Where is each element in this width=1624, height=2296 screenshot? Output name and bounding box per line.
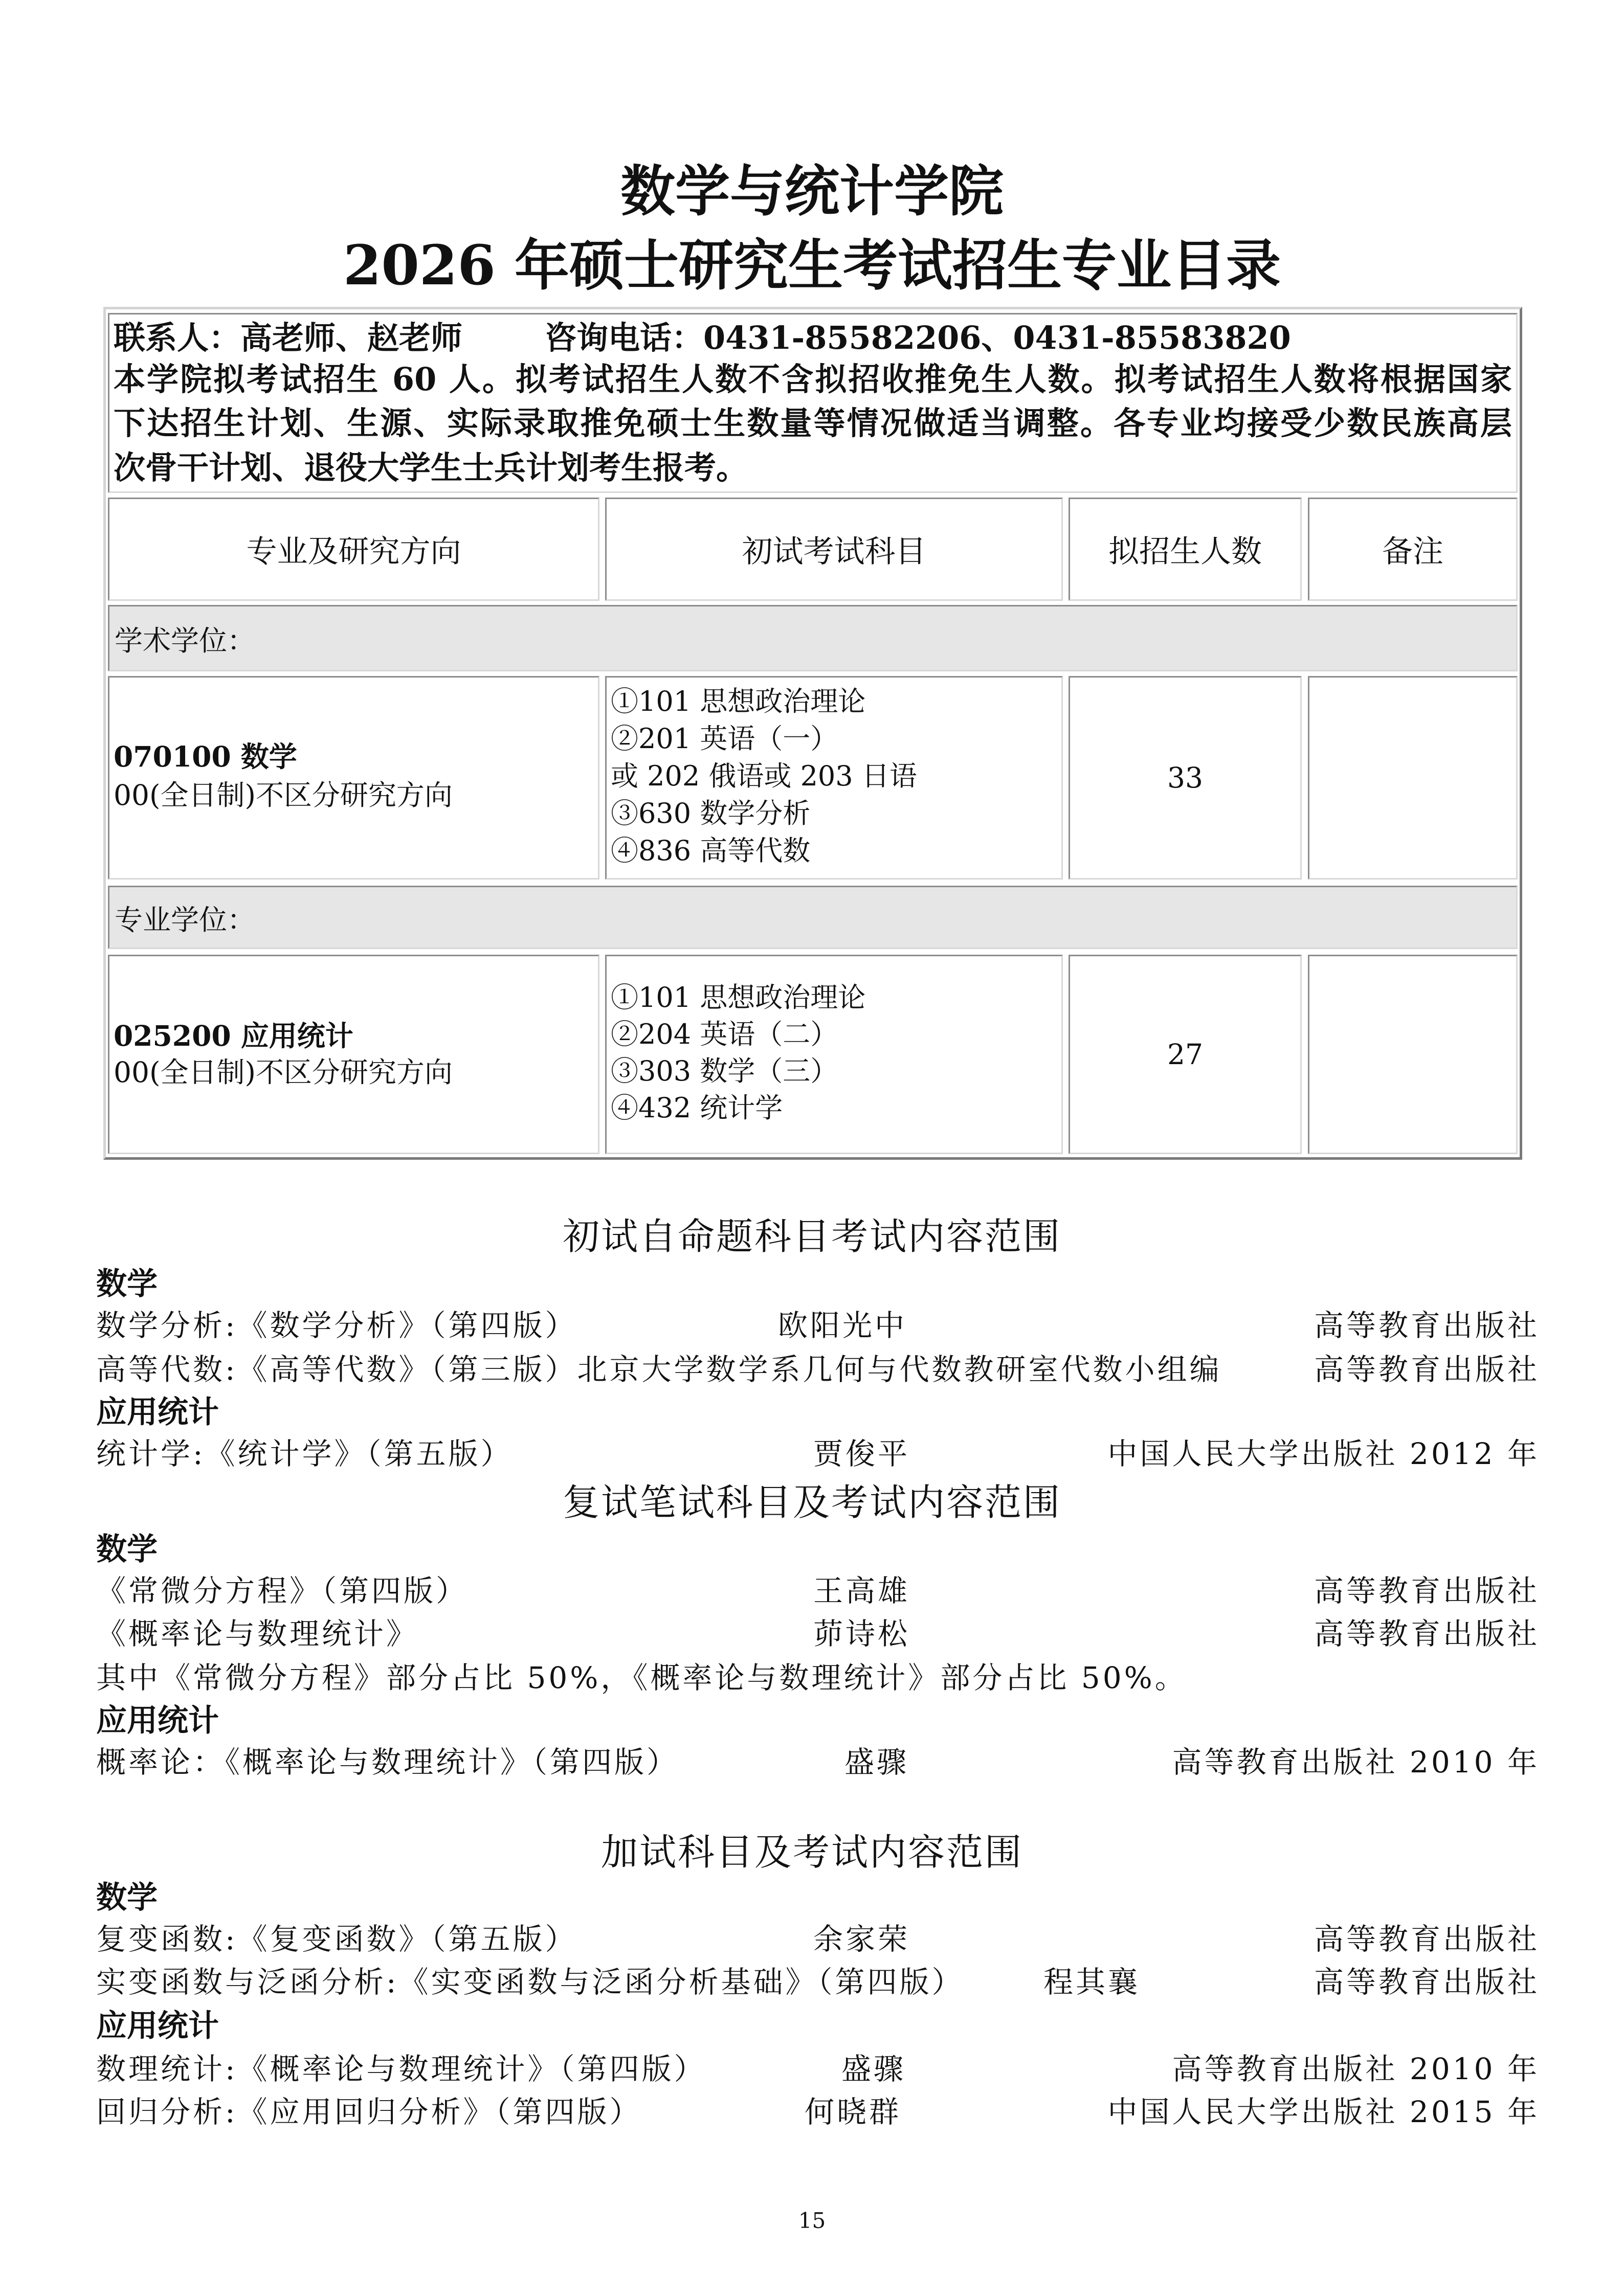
header-quota: 拟招生人数: [1069, 498, 1302, 601]
book-title: 数学分析:《数学分析》（第四版）: [96, 1308, 577, 1343]
reference-row: [96, 1308, 1540, 1343]
book-title: 高等代数:《高等代数》（第三版）: [96, 1352, 577, 1387]
subsection-heading: 应用统计: [96, 1394, 219, 1430]
book-author: 王高雄: [813, 1573, 910, 1608]
subsection-heading: 应用统计: [96, 1703, 219, 1739]
book-author: 何晓群: [805, 2095, 902, 2129]
book-title: 复变函数:《复变函数》（第五版）: [96, 1922, 577, 1956]
book-title: 回归分析:《应用回归分析》（第四版）: [96, 2095, 642, 2129]
book-title: 数理统计:《概率论与数理统计》（第四版）: [96, 2052, 706, 2086]
book-title: 概率论：《概率论与数理统计》（第四版）: [96, 1745, 679, 1780]
book-publisher: 高等教育出版社 2010 年: [1172, 1745, 1540, 1780]
subject-item: ③630 数学分析: [611, 797, 811, 829]
book-author: 盛骤: [841, 2052, 906, 2086]
reference-row: [96, 1573, 1540, 1609]
reference-row: [96, 1352, 1540, 1387]
group-label-professional: 专业学位：: [108, 886, 1518, 949]
book-publisher: 高等教育出版社: [1314, 1352, 1540, 1387]
note-text: 其中《常微分方程》部分占比 50%，《概率论与数理统计》部分占比 50%。: [96, 1660, 1187, 1695]
remark-cell: [1308, 676, 1518, 880]
book-author: 程其襄: [1043, 1965, 1141, 1999]
description-line: 本学院拟考试招生 60 人。拟考试招生人数不含拟招收推免生人数。拟考试招生人数将根据国家: [114, 361, 1512, 398]
book-title: 《常微分方程》（第四版）: [96, 1573, 469, 1608]
book-author: 贾俊平: [813, 1436, 910, 1471]
reference-row: [96, 1436, 1540, 1472]
header-remark: 备注: [1308, 498, 1518, 601]
book-author: 欧阳光中: [778, 1308, 907, 1343]
quota-value: 27: [1069, 955, 1302, 1154]
book-author: 余家荣: [813, 1922, 910, 1956]
subsection-heading: 数学: [96, 1880, 158, 1916]
major-direction: 00(全日制)不区分研究方向: [114, 779, 453, 812]
section-heading: 加试科目及考试内容范围: [600, 1831, 1023, 1874]
major-code-name: 025200 应用统计: [114, 1019, 353, 1052]
group-label-academic: 学术学位：: [108, 605, 1518, 671]
subject-item: ①101 思想政治理论: [611, 685, 866, 717]
subsection-heading: 应用统计: [96, 2008, 219, 2044]
weight-note: [96, 1660, 1540, 1696]
book-publisher: 中国人民大学出版社 2012 年: [1107, 1436, 1540, 1471]
book-author: 茆诗松: [813, 1616, 910, 1651]
remark-cell: [1308, 955, 1518, 1154]
book-publisher: 高等教育出版社: [1314, 1573, 1540, 1608]
subject-item: 或 202 俄语或 203 日语: [611, 760, 917, 792]
book-publisher: 高等教育出版社: [1314, 1965, 1540, 1999]
section-heading: 复试笔试科目及考试内容范围: [562, 1481, 1061, 1524]
table-row-subjects: [605, 676, 1063, 880]
header-subjects: 初试考试科目: [605, 498, 1063, 601]
book-publisher: 高等教育出版社: [1314, 1308, 1540, 1343]
page-title: 数学与统计学院: [620, 160, 1004, 223]
contact-cell: [108, 313, 1518, 493]
major-code-name: 070100 数学: [114, 740, 297, 773]
book-author: 北京大学数学系几何与代数教研室代数小组编: [577, 1352, 1222, 1387]
reference-row: [96, 2051, 1540, 2087]
major-direction: 00(全日制)不区分研究方向: [114, 1056, 453, 1089]
contact-phone: 咨询电话：0431-85582206、0431-85583820: [545, 319, 1291, 356]
page-subtitle: 2026 年硕士研究生考试招生专业目录: [343, 234, 1281, 298]
subject-item: ①101 思想政治理论: [611, 981, 866, 1014]
table-row-subjects: [605, 955, 1063, 1154]
reference-row: [96, 2094, 1540, 2130]
reference-row: [96, 1921, 1540, 1957]
book-publisher: 高等教育出版社 2010 年: [1172, 2052, 1540, 2086]
page-number: 15: [798, 2208, 826, 2233]
reference-row: [96, 1964, 1540, 2000]
book-author: 盛骤: [844, 1745, 909, 1780]
table-row-major: [108, 676, 599, 880]
subsection-heading: 数学: [96, 1532, 158, 1567]
subject-item: ④836 高等代数: [611, 835, 811, 867]
subsection-heading: 数学: [96, 1266, 158, 1302]
reference-row: [96, 1744, 1540, 1780]
quota-value: 33: [1069, 676, 1302, 880]
subject-item: ②204 英语（二）: [611, 1018, 838, 1050]
book-publisher: 高等教育出版社: [1314, 1922, 1540, 1956]
reference-row: [96, 1616, 1540, 1652]
table-row-major: [108, 955, 599, 1154]
book-title: 统计学:《统计学》（第五版）: [96, 1436, 513, 1471]
subject-item: ④432 统计学: [611, 1092, 783, 1124]
book-title: 实变函数与泛函分析:《实变函数与泛函分析基础》（第四版）: [96, 1965, 964, 1999]
section-heading: 初试自命题科目考试内容范围: [562, 1215, 1061, 1258]
header-major: 专业及研究方向: [108, 498, 599, 601]
contact-person: 联系人：高老师、赵老师: [114, 319, 463, 356]
book-publisher: 高等教育出版社: [1314, 1616, 1540, 1651]
description-line: 下达招生计划、生源、实际录取推免硕士生数量等情况做适当调整。各专业均接受少数民族高层: [114, 404, 1512, 442]
book-title: 《概率论与数理统计》: [96, 1616, 419, 1651]
description-line: 次骨干计划、退役大学生士兵计划考生报考。: [114, 449, 748, 486]
subject-item: ②201 英语（一）: [611, 723, 838, 755]
book-publisher: 中国人民大学出版社 2015 年: [1107, 2095, 1540, 2129]
subject-item: ③303 数学（三）: [611, 1055, 838, 1087]
